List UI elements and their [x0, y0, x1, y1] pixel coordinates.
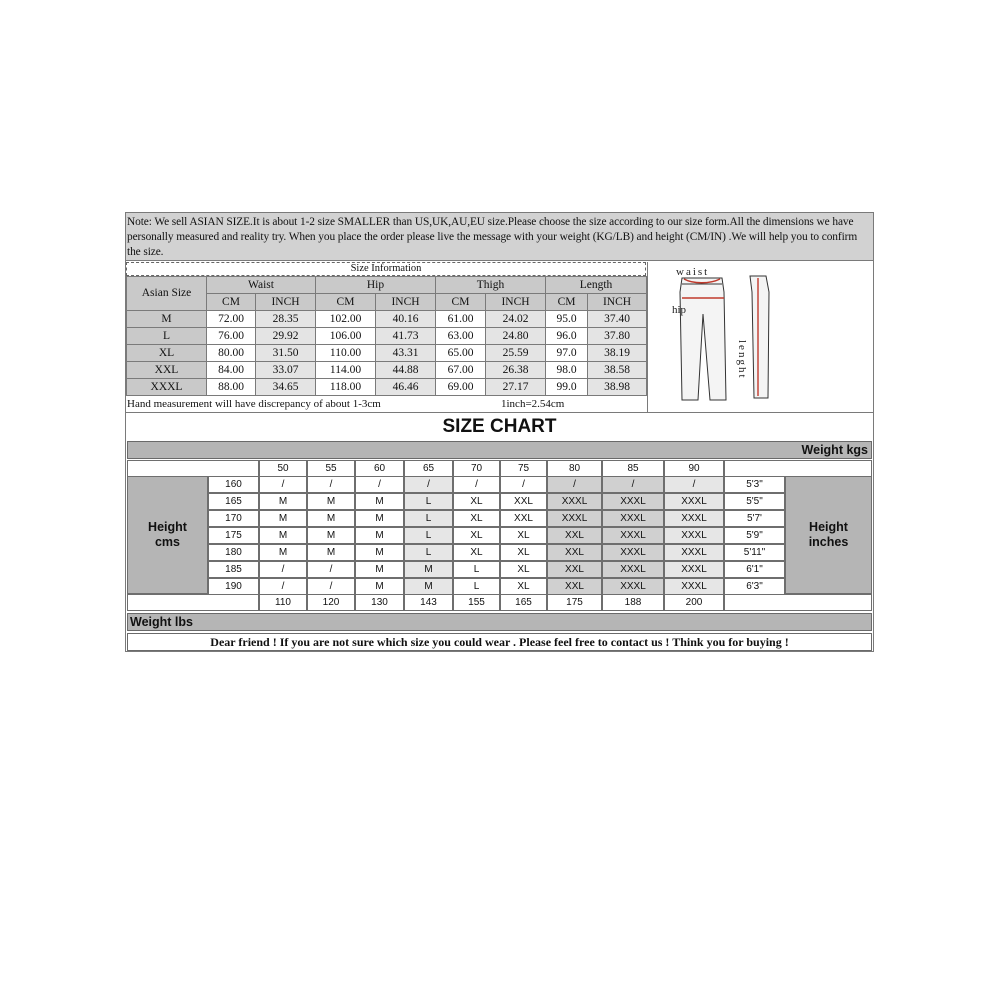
- size-row: [127, 311, 647, 328]
- size-chart-sheet: [125, 212, 874, 652]
- size-recommendation-cell: /: [453, 476, 500, 493]
- size-recommendation-cell: M: [307, 510, 355, 527]
- height-cms-label: Height cms: [127, 476, 208, 594]
- size-information-caption: Size Information: [126, 262, 646, 276]
- discrepancy-text: Hand measurement will have discrepancy of about 1-3cm: [127, 398, 381, 410]
- pants-measurement-diagram: [647, 262, 873, 412]
- size-value-cell: 118.00: [316, 379, 376, 396]
- height-cm-cell: 175: [208, 527, 259, 544]
- size-value-cell: 46.46: [376, 379, 436, 396]
- size-value-cell: 72.00: [207, 311, 256, 328]
- kgs-row-spacer: [127, 460, 259, 477]
- size-recommendation-cell: M: [355, 527, 404, 544]
- size-recommendation-cell: L: [404, 510, 453, 527]
- unit-header: INCH: [376, 294, 436, 311]
- size-recommendation-cell: M: [307, 527, 355, 544]
- size-recommendation-cell: XL: [453, 544, 500, 561]
- size-recommendation-cell: M: [259, 527, 307, 544]
- unit-header: INCH: [588, 294, 647, 311]
- weight-lb-header: 165: [500, 594, 547, 611]
- size-recommendation-cell: L: [453, 578, 500, 595]
- size-recommendation-cell: XXXL: [602, 544, 664, 561]
- weight-lb-header: 130: [355, 594, 404, 611]
- size-row: [127, 328, 647, 345]
- height-cm-cell: 165: [208, 493, 259, 510]
- height-inch-cell: 5'7': [724, 510, 785, 527]
- size-row: [127, 362, 647, 379]
- waist-label: waist: [676, 266, 710, 278]
- size-recommendation-cell: M: [355, 493, 404, 510]
- size-recommendation-cell: M: [355, 578, 404, 595]
- size-value-cell: 44.88: [376, 362, 436, 379]
- size-recommendation-cell: /: [307, 578, 355, 595]
- size-value-cell: 99.0: [546, 379, 588, 396]
- size-note: Note: We sell ASIAN SIZE.It is about 1-2 size SMALLER than US,UK,AU,EU size.Please choose the size according to our size form.All the dimensions we have personally measured and reality try. When you place the order please live the message with your weight (KG/LB) and height (CM/IN) .We will help you to confirm the size.: [126, 213, 873, 261]
- size-recommendation-cell: M: [307, 493, 355, 510]
- size-recommendation-cell: XXL: [500, 493, 547, 510]
- height-inch-cell: 5'9": [724, 527, 785, 544]
- size-recommendation-cell: XXXL: [664, 544, 724, 561]
- height-inch-cell: 5'5": [724, 493, 785, 510]
- asian-size-header: Asian Size: [127, 277, 207, 311]
- weight-kg-header: 85: [602, 460, 664, 477]
- height-inch-cell: 5'3": [724, 476, 785, 493]
- size-recommendation-cell: XXL: [547, 578, 602, 595]
- pants-diagram-svg: [648, 262, 874, 412]
- unit-header: CM: [316, 294, 376, 311]
- unit-header: INCH: [486, 294, 546, 311]
- thigh-header: Thigh: [436, 277, 546, 294]
- size-label: L: [127, 328, 207, 345]
- size-value-cell: 97.0: [546, 345, 588, 362]
- height-inch-cell: 6'1": [724, 561, 785, 578]
- weight-lb-header: 200: [664, 594, 724, 611]
- size-recommendation-cell: L: [404, 544, 453, 561]
- size-recommendation-cell: XXXL: [664, 578, 724, 595]
- size-value-cell: 37.80: [588, 328, 647, 345]
- size-recommendation-cell: M: [259, 510, 307, 527]
- size-value-cell: 65.00: [436, 345, 486, 362]
- size-recommendation-cell: M: [259, 544, 307, 561]
- size-row: [127, 345, 647, 362]
- size-value-cell: 41.73: [376, 328, 436, 345]
- height-cm-cell: 185: [208, 561, 259, 578]
- size-value-cell: 114.00: [316, 362, 376, 379]
- size-recommendation-cell: XXXL: [602, 561, 664, 578]
- size-label: XXXL: [127, 379, 207, 396]
- size-recommendation-cell: XXL: [547, 527, 602, 544]
- size-recommendation-cell: XXL: [500, 510, 547, 527]
- weight-lb-header: 110: [259, 594, 307, 611]
- size-value-cell: 26.38: [486, 362, 546, 379]
- front-pants-shape: [680, 278, 726, 400]
- size-recommendation-cell: XL: [453, 527, 500, 544]
- footer-message: Dear friend ! If you are not sure which size you could wear . Please feel free to contact us ! Think you for buying !: [127, 633, 872, 651]
- size-recommendation-cell: /: [664, 476, 724, 493]
- size-value-cell: 24.80: [486, 328, 546, 345]
- size-recommendation-cell: M: [355, 544, 404, 561]
- size-recommendation-cell: XL: [500, 544, 547, 561]
- size-recommendation-cell: XXXL: [664, 510, 724, 527]
- size-value-cell: 102.00: [316, 311, 376, 328]
- weight-lb-header: 175: [547, 594, 602, 611]
- size-recommendation-cell: XXXL: [547, 493, 602, 510]
- height-cm-cell: 190: [208, 578, 259, 595]
- size-recommendation-cell: XL: [500, 527, 547, 544]
- size-recommendation-cell: XXL: [547, 561, 602, 578]
- size-value-cell: 27.17: [486, 379, 546, 396]
- size-recommendation-cell: /: [307, 476, 355, 493]
- size-value-cell: 40.16: [376, 311, 436, 328]
- weight-lb-header: 120: [307, 594, 355, 611]
- size-recommendation-cell: M: [404, 578, 453, 595]
- size-recommendation-cell: XXXL: [664, 493, 724, 510]
- size-recommendation-cell: /: [602, 476, 664, 493]
- size-value-cell: 106.00: [316, 328, 376, 345]
- unit-header: CM: [436, 294, 486, 311]
- size-label: M: [127, 311, 207, 328]
- size-value-cell: 96.0: [546, 328, 588, 345]
- size-value-cell: 67.00: [436, 362, 486, 379]
- inch-conversion-text: 1inch=2.54cm: [501, 398, 565, 410]
- hand-measurement-note: [126, 397, 646, 412]
- size-recommendation-cell: M: [307, 544, 355, 561]
- size-recommendation-cell: L: [453, 561, 500, 578]
- length-label: lenght: [736, 340, 748, 380]
- size-recommendation-cell: XXXL: [664, 561, 724, 578]
- size-recommendation-cell: /: [547, 476, 602, 493]
- size-value-cell: 43.31: [376, 345, 436, 362]
- size-recommendation-cell: XXL: [547, 544, 602, 561]
- size-value-cell: 33.07: [256, 362, 316, 379]
- weight-kg-header: 75: [500, 460, 547, 477]
- size-recommendation-cell: M: [259, 493, 307, 510]
- waist-header: Waist: [207, 277, 316, 294]
- lbs-row-spacer: [724, 594, 872, 611]
- size-recommendation-cell: XXXL: [602, 527, 664, 544]
- size-recommendation-cell: XXXL: [547, 510, 602, 527]
- weight-kg-header: 65: [404, 460, 453, 477]
- size-value-cell: 61.00: [436, 311, 486, 328]
- size-value-cell: 25.59: [486, 345, 546, 362]
- height-inch-cell: 6'3": [724, 578, 785, 595]
- size-recommendation-cell: /: [500, 476, 547, 493]
- size-row: [127, 379, 647, 396]
- kgs-row-spacer: [724, 460, 872, 477]
- size-label: XXL: [127, 362, 207, 379]
- size-value-cell: 80.00: [207, 345, 256, 362]
- size-value-cell: 37.40: [588, 311, 647, 328]
- size-value-cell: 63.00: [436, 328, 486, 345]
- lbs-row-spacer: [127, 594, 259, 611]
- size-value-cell: 76.00: [207, 328, 256, 345]
- size-value-cell: 110.00: [316, 345, 376, 362]
- size-recommendation-cell: /: [259, 476, 307, 493]
- size-recommendation-cell: XXXL: [664, 527, 724, 544]
- unit-header: CM: [207, 294, 256, 311]
- unit-header: INCH: [256, 294, 316, 311]
- size-recommendation-cell: /: [307, 561, 355, 578]
- weight-lbs-header: Weight lbs: [127, 613, 872, 631]
- weight-kg-header: 60: [355, 460, 404, 477]
- size-value-cell: 95.0: [546, 311, 588, 328]
- weight-kg-header: 55: [307, 460, 355, 477]
- height-inch-cell: 5'11": [724, 544, 785, 561]
- hip-header: Hip: [316, 277, 436, 294]
- size-value-cell: 31.50: [256, 345, 316, 362]
- size-chart-grid: [127, 460, 872, 610]
- size-value-cell: 69.00: [436, 379, 486, 396]
- size-recommendation-cell: M: [404, 561, 453, 578]
- size-recommendation-cell: L: [404, 527, 453, 544]
- size-recommendation-cell: XL: [500, 578, 547, 595]
- weight-lb-header: 155: [453, 594, 500, 611]
- size-value-cell: 88.00: [207, 379, 256, 396]
- size-value-cell: 84.00: [207, 362, 256, 379]
- weight-kgs-header: Weight kgs: [127, 441, 872, 459]
- size-recommendation-cell: M: [355, 510, 404, 527]
- size-recommendation-cell: XXXL: [602, 493, 664, 510]
- weight-kg-header: 80: [547, 460, 602, 477]
- weight-lb-header: 188: [602, 594, 664, 611]
- side-pants-shape: [750, 276, 769, 398]
- size-recommendation-cell: /: [259, 561, 307, 578]
- unit-header: CM: [546, 294, 588, 311]
- weight-kg-header: 90: [664, 460, 724, 477]
- size-recommendation-cell: L: [404, 493, 453, 510]
- size-value-cell: 98.0: [546, 362, 588, 379]
- size-recommendation-cell: XXXL: [602, 578, 664, 595]
- size-recommendation-cell: XL: [500, 561, 547, 578]
- height-cm-cell: 180: [208, 544, 259, 561]
- height-cm-cell: 170: [208, 510, 259, 527]
- height-inches-label: Height inches: [785, 476, 872, 594]
- size-label: XL: [127, 345, 207, 362]
- size-recommendation-cell: /: [404, 476, 453, 493]
- size-value-cell: 34.65: [256, 379, 316, 396]
- weight-kg-header: 70: [453, 460, 500, 477]
- length-header: Length: [546, 277, 647, 294]
- size-recommendation-cell: /: [259, 578, 307, 595]
- hip-label: hip: [672, 304, 687, 316]
- size-value-cell: 24.02: [486, 311, 546, 328]
- size-value-cell: 28.35: [256, 311, 316, 328]
- height-cm-cell: 160: [208, 476, 259, 493]
- size-value-cell: 38.58: [588, 362, 647, 379]
- weight-kg-header: 50: [259, 460, 307, 477]
- size-recommendation-cell: XXXL: [602, 510, 664, 527]
- weight-lb-header: 143: [404, 594, 453, 611]
- size-value-cell: 38.19: [588, 345, 647, 362]
- size-information-table: [126, 276, 647, 396]
- size-recommendation-cell: M: [355, 561, 404, 578]
- size-value-cell: 29.92: [256, 328, 316, 345]
- size-recommendation-cell: /: [355, 476, 404, 493]
- size-chart-title: SIZE CHART: [442, 416, 557, 437]
- size-recommendation-cell: XL: [453, 493, 500, 510]
- size-value-cell: 38.98: [588, 379, 647, 396]
- size-recommendation-cell: XL: [453, 510, 500, 527]
